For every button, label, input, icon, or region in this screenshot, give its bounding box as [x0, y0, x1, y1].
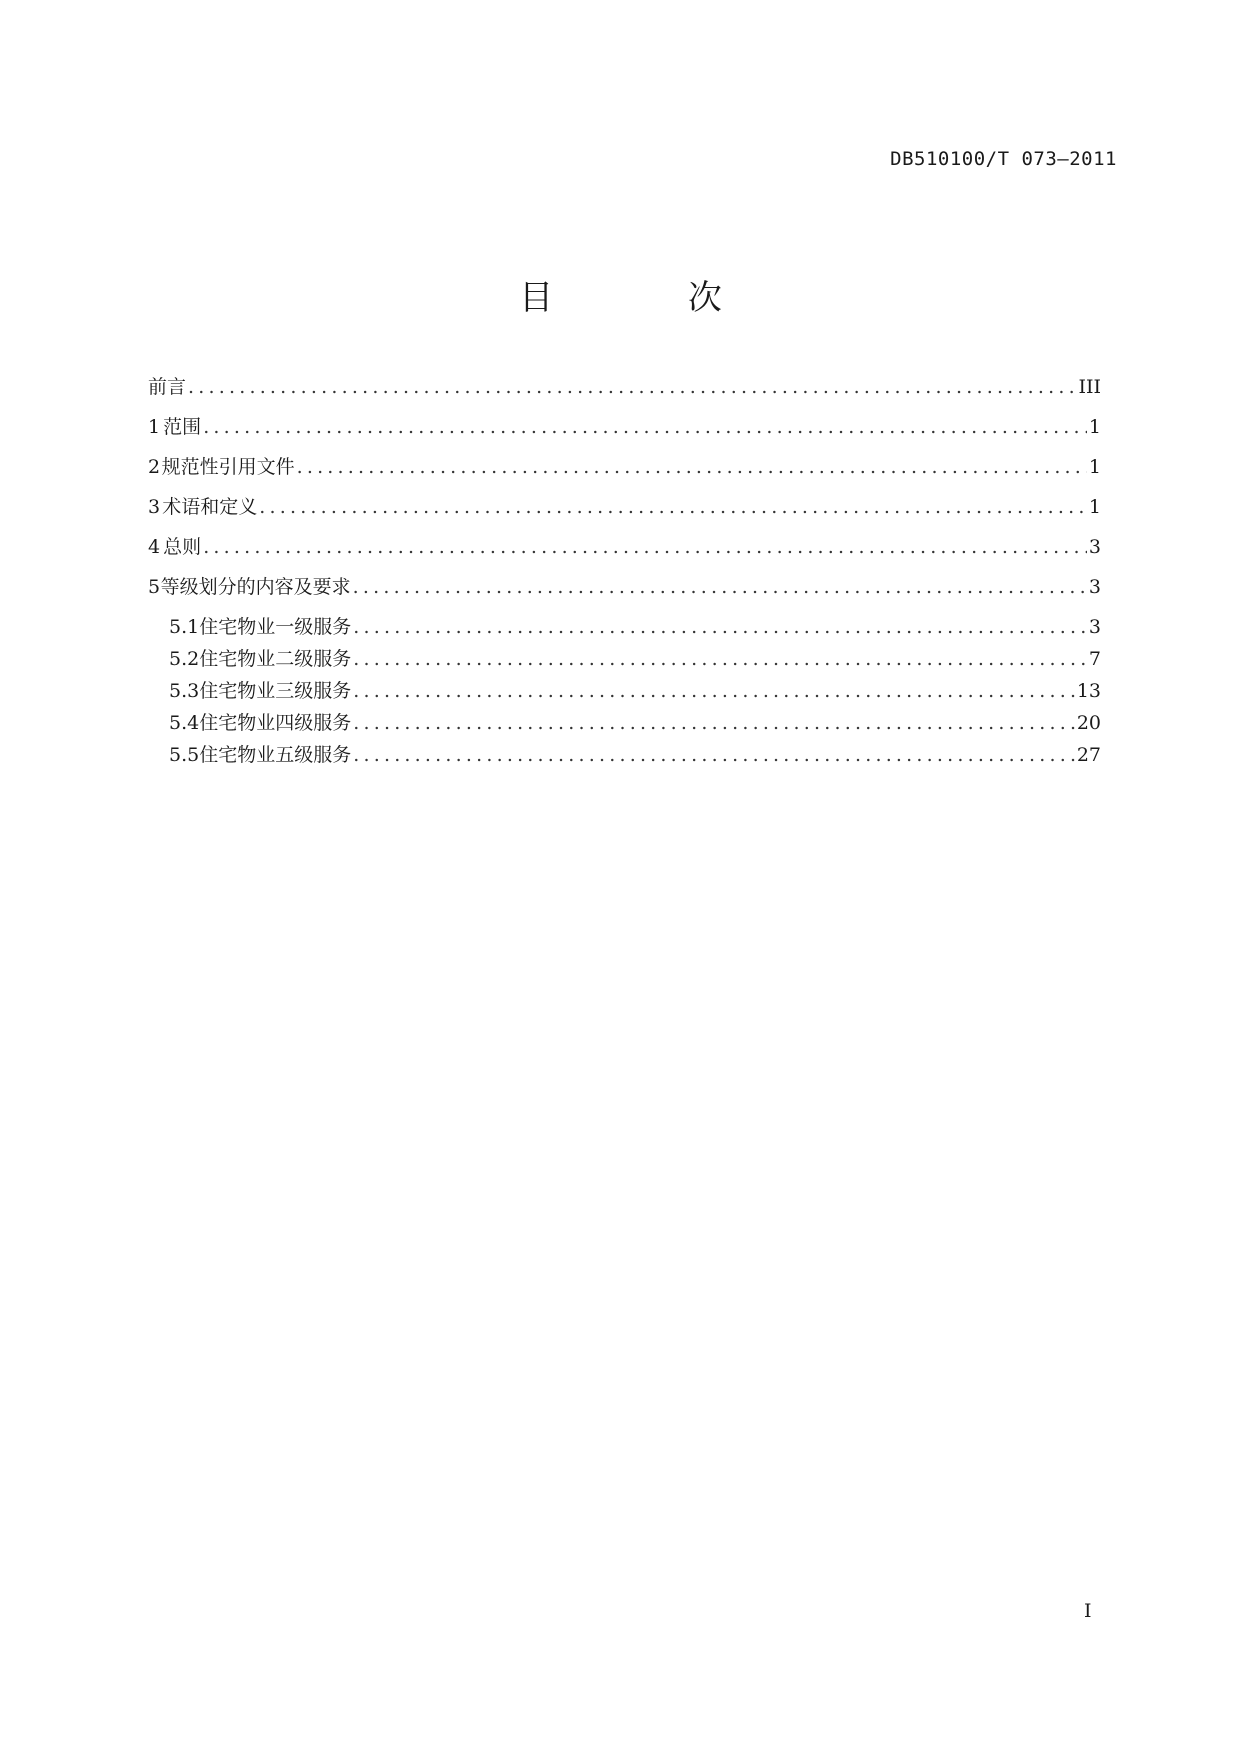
table-of-contents — [148, 372, 1101, 772]
toc-leader — [351, 648, 1087, 670]
toc-leader — [295, 456, 1087, 478]
toc-entry-number: 5.2 — [169, 648, 200, 670]
toc-entry-label: 住宅物业一级服务 — [199, 616, 352, 638]
toc-entry-label: 前言 — [148, 376, 187, 398]
toc-entry-number: 5.3 — [169, 680, 200, 702]
toc-entry-page: 1 — [1088, 496, 1101, 518]
toc-entry-page: 7 — [1088, 648, 1101, 670]
toc-entry-5-3[interactable] — [148, 676, 1101, 708]
toc-entry-4[interactable] — [148, 532, 1101, 572]
toc-entry-1[interactable] — [148, 412, 1101, 452]
toc-entry-number: 4 — [148, 536, 161, 558]
toc-entry-5[interactable] — [148, 572, 1101, 612]
toc-leader — [201, 416, 1087, 438]
toc-entry-label: 范围 — [163, 416, 202, 438]
toc-entry-page: 1 — [1088, 456, 1101, 478]
toc-entry-foreword[interactable] — [148, 372, 1101, 412]
page-number: I — [1084, 1600, 1092, 1622]
toc-entry-label: 术语和定义 — [162, 496, 258, 518]
toc-entry-number: 5 — [148, 576, 161, 598]
toc-entry-label: 住宅物业四级服务 — [199, 712, 352, 734]
toc-entry-3[interactable] — [148, 492, 1101, 532]
toc-entry-label: 住宅物业二级服务 — [199, 648, 352, 670]
toc-entry-page: III — [1078, 376, 1101, 398]
toc-leader — [186, 376, 1076, 398]
toc-entry-page: 3 — [1088, 536, 1101, 558]
toc-entry-label: 总则 — [163, 536, 202, 558]
toc-entry-5-4[interactable] — [148, 708, 1101, 740]
toc-entry-label: 住宅物业三级服务 — [199, 680, 352, 702]
toc-entry-number: 2 — [148, 456, 161, 478]
toc-entry-number: 5.4 — [169, 712, 200, 734]
toc-leader — [351, 680, 1075, 702]
toc-entry-page: 3 — [1088, 616, 1101, 638]
toc-entry-label: 规范性引用文件 — [161, 456, 295, 478]
toc-entry-number: 3 — [148, 496, 161, 518]
document-code: DB510100/T 073—2011 — [890, 148, 1117, 170]
toc-entry-number: 5.5 — [169, 744, 200, 766]
toc-title: 目 次 — [519, 278, 784, 318]
toc-leader — [257, 496, 1087, 518]
toc-entry-5-1[interactable] — [148, 612, 1101, 644]
toc-entry-page: 27 — [1076, 744, 1101, 766]
toc-entry-number: 1 — [148, 416, 161, 438]
toc-entry-5-5[interactable] — [148, 740, 1101, 772]
toc-leader — [351, 576, 1087, 598]
toc-entry-label: 等级划分的内容及要求 — [160, 576, 351, 598]
toc-entry-page: 1 — [1088, 416, 1101, 438]
toc-leader — [351, 744, 1075, 766]
toc-leader — [351, 616, 1087, 638]
toc-entry-2[interactable] — [148, 452, 1101, 492]
toc-entry-5-2[interactable] — [148, 644, 1101, 676]
toc-leader — [351, 712, 1075, 734]
toc-entry-label: 住宅物业五级服务 — [199, 744, 352, 766]
toc-entry-page: 13 — [1076, 680, 1101, 702]
toc-entry-number: 5.1 — [169, 616, 200, 638]
toc-entry-page: 3 — [1088, 576, 1101, 598]
toc-entry-page: 20 — [1076, 712, 1101, 734]
toc-leader — [201, 536, 1087, 558]
